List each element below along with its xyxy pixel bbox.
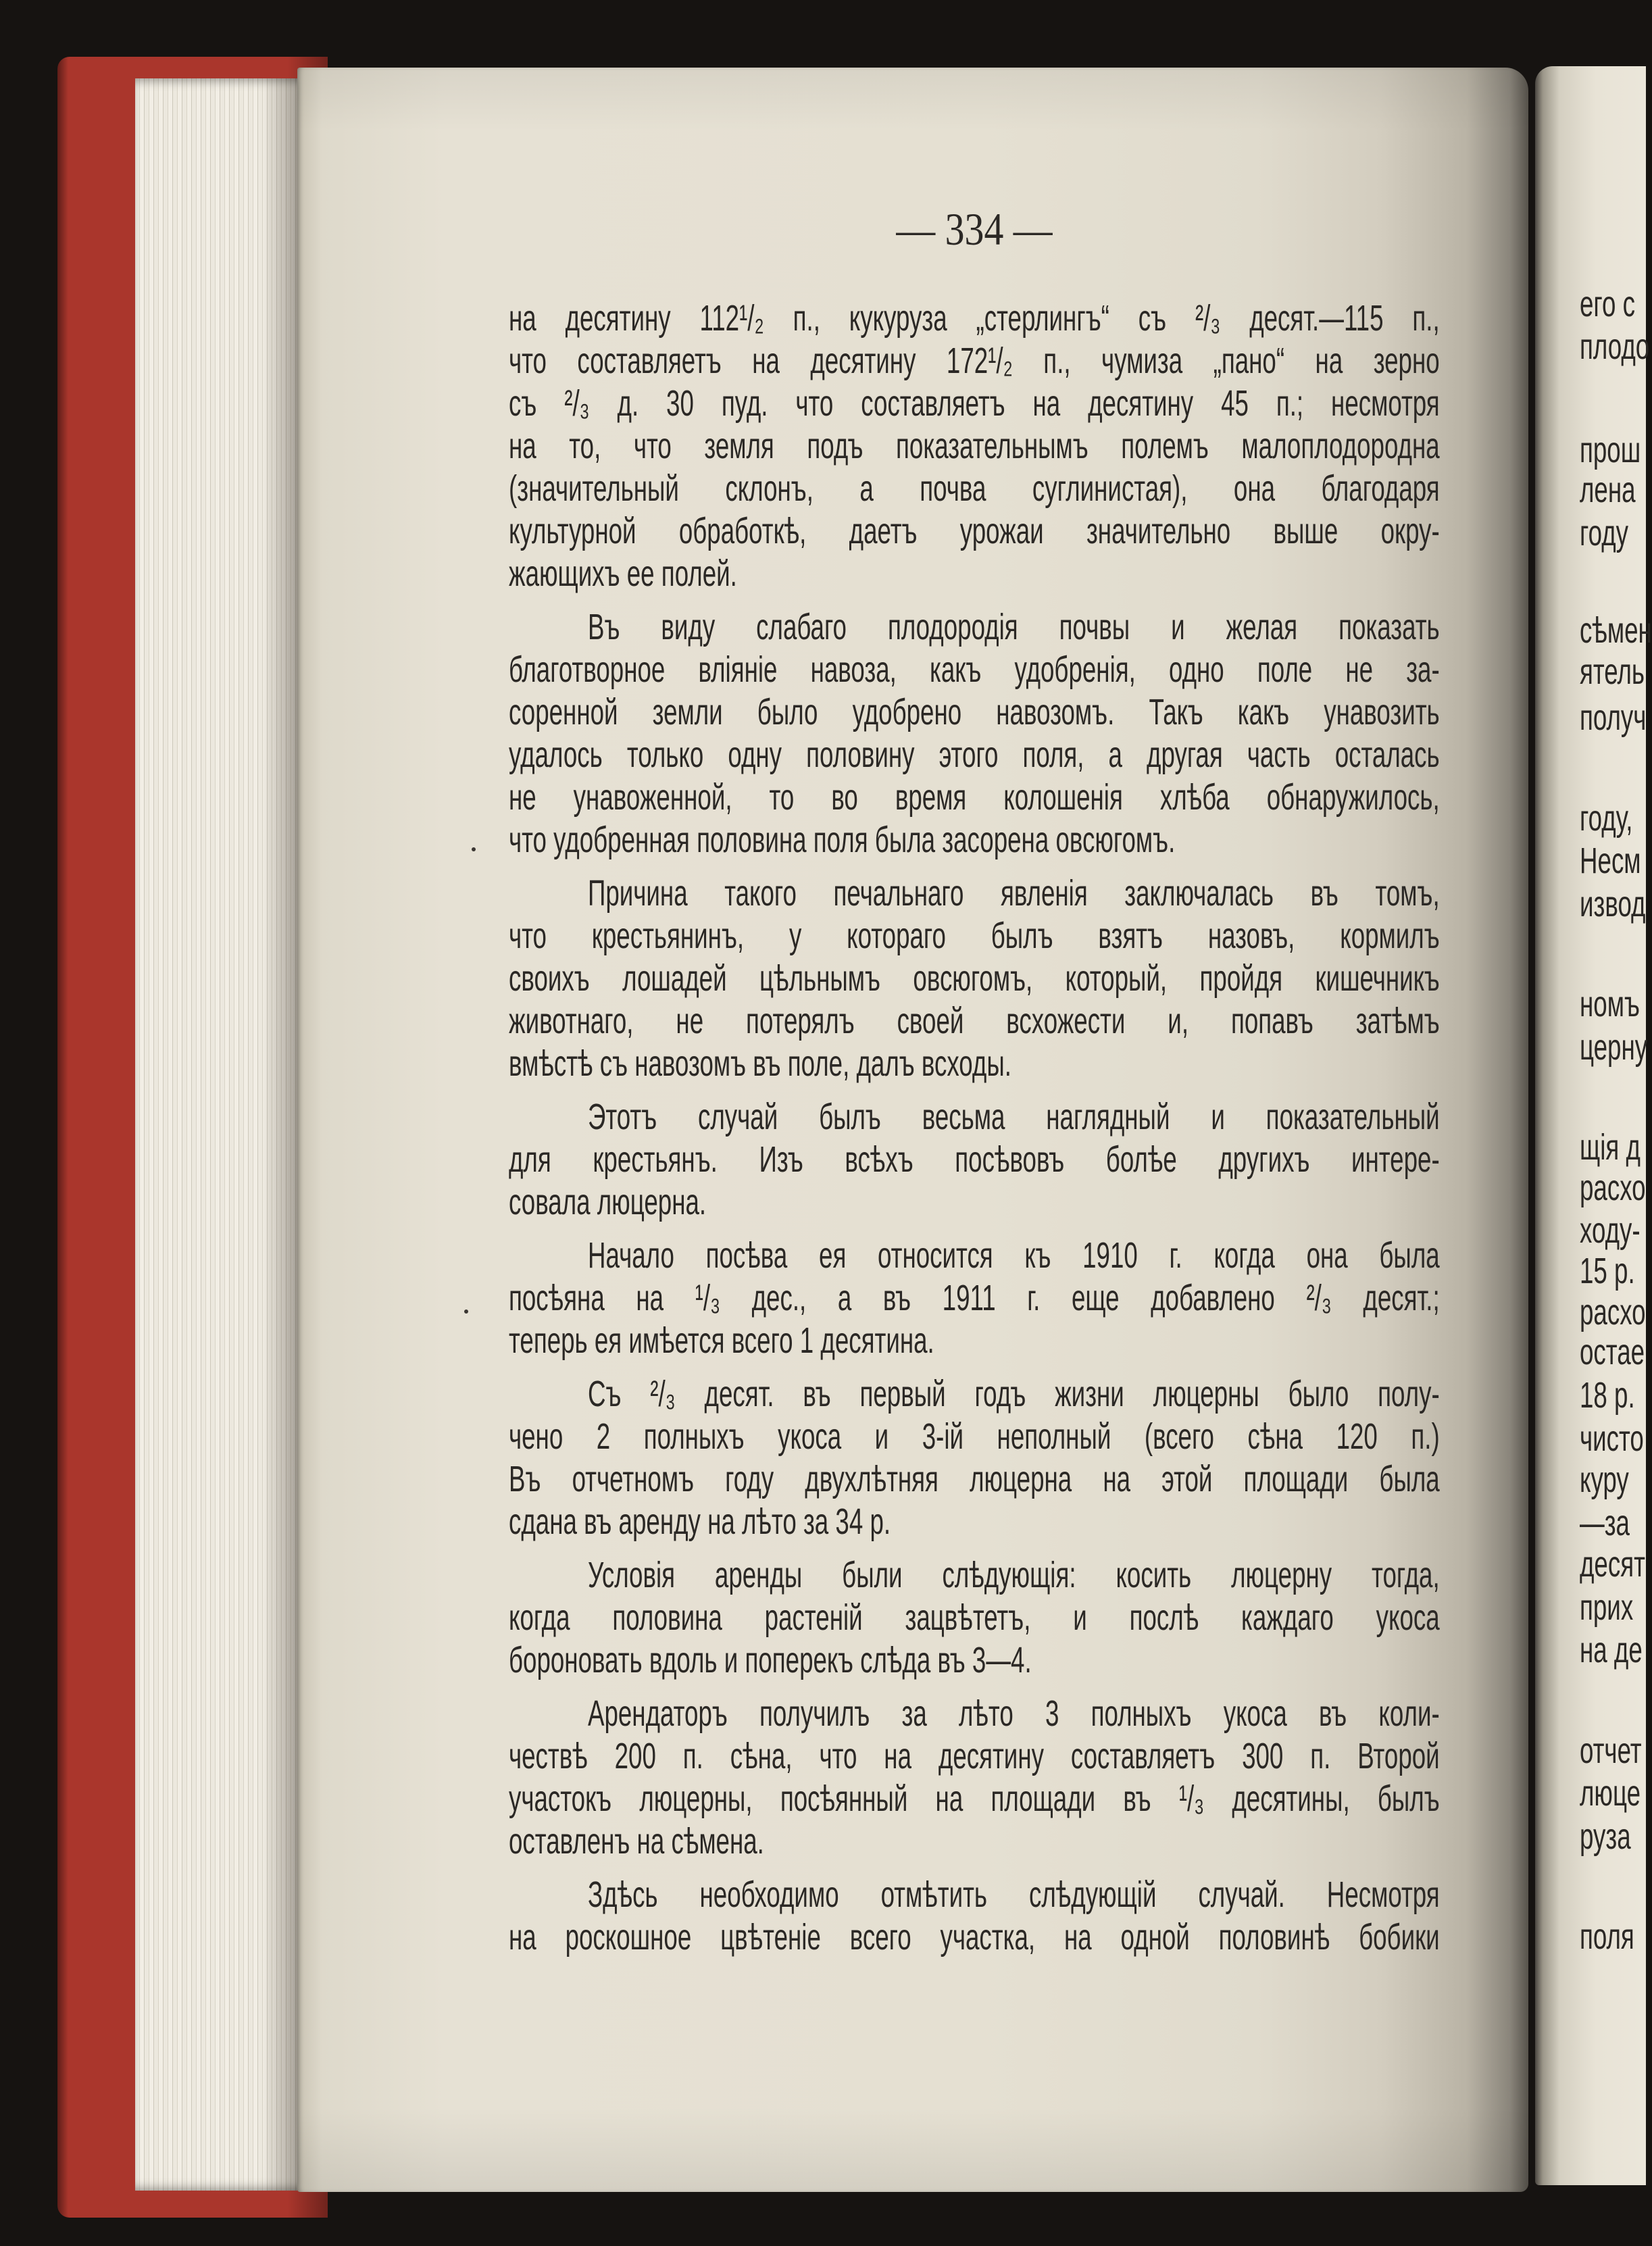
text-line: когда половина растеній зацвѣтетъ, и послѣ каждаго укоса — [509, 1597, 1440, 1638]
paper-speck — [464, 1309, 468, 1314]
text-line: своихъ лошадей цѣльнымъ овсюгомъ, который, пройдя кишечникъ — [509, 958, 1440, 999]
paragraph — [509, 1373, 1440, 1543]
text-line: Въ виду слабаго плодородія почвы и желая показать — [587, 607, 1440, 647]
facing-line-fragment: лена — [1580, 470, 1636, 510]
text-line: посѣяна на ¹/₃ дес., а въ 1911 г. еще добавлено ²/₃ десят.; — [509, 1278, 1440, 1318]
text-line: на то, что земля подъ показательнымъ полемъ малоплодородна — [509, 426, 1440, 466]
facing-line-fragment: году, — [1580, 798, 1633, 839]
text-line: Начало посѣва ея относится къ 1910 г. когда она была — [587, 1235, 1440, 1276]
text-line: участокъ люцерны, посѣянный на площади въ ¹/₃ десятины, былъ — [509, 1778, 1440, 1819]
text-line: Въ отчетномъ году двухлѣтняя люцерна на этой площади была — [509, 1459, 1440, 1499]
facing-line-fragment: церну — [1580, 1027, 1648, 1068]
facing-line-fragment: люце — [1580, 1773, 1641, 1814]
facing-line-fragment: —за — [1580, 1503, 1630, 1543]
text-line: для крестьянъ. Изъ всѣхъ посѣвовъ болѣе другихъ интере- — [509, 1139, 1440, 1180]
facing-line-fragment: отчет — [1580, 1730, 1642, 1771]
paragraph — [509, 1234, 1440, 1362]
facing-line-fragment: прих — [1580, 1587, 1634, 1628]
page-number-header: — 334 — — [896, 203, 1053, 255]
text-line: культурной обработкѣ, даетъ урожаи значительно выше окру- — [509, 511, 1440, 551]
facing-line-fragment: на де — [1580, 1630, 1643, 1670]
text-line: совала люцерна. — [509, 1182, 707, 1222]
book-page — [297, 68, 1528, 2192]
paragraph — [509, 872, 1440, 1085]
text-line: Арендаторъ получилъ за лѣто 3 полныхъ укоса въ коли- — [587, 1693, 1440, 1734]
text-line: теперь ея имѣется всего 1 десятина. — [509, 1320, 934, 1361]
text-line: съ ²/₃ д. 30 пуд. что составляетъ на десятину 45 п.; несмотря — [509, 383, 1440, 424]
facing-line-fragment: 15 р. — [1580, 1251, 1635, 1291]
text-line: Здѣсь необходимо отмѣтить слѣдующій случай. Несмотря — [587, 1874, 1440, 1915]
paper-speck — [472, 847, 476, 851]
facing-line-fragment: сѣмен — [1580, 610, 1652, 651]
facing-line-fragment: руза — [1580, 1816, 1631, 1857]
paragraph — [509, 1554, 1440, 1682]
paragraph — [509, 297, 1440, 595]
text-line: (значительный склонъ, а почва суглинистая), она благодаря — [509, 468, 1440, 509]
text-line: оставленъ на сѣмена. — [509, 1821, 764, 1862]
text-line: сдана въ аренду на лѣто за 34 р. — [509, 1501, 891, 1542]
text-line: благотворное вліяніе навоза, какъ удобренія, одно поле не за- — [509, 649, 1440, 690]
text-line: вмѣстѣ съ навозомъ въ поле, далъ всходы. — [509, 1043, 1011, 1084]
text-line: Условія аренды были слѣдующія: косить люцерну тогда, — [587, 1555, 1440, 1595]
facing-line-fragment: плодо — [1580, 326, 1650, 367]
facing-line-fragment: году — [1580, 513, 1628, 553]
text-line: бороновать вдоль и поперекъ слѣда въ 3—4. — [509, 1640, 1032, 1680]
facing-line-fragment: ходу- — [1580, 1210, 1641, 1251]
text-line: что удобренная половина поля была засорена овсюгомъ. — [509, 820, 1176, 860]
facing-line-fragment: 18 р. — [1580, 1375, 1635, 1416]
facing-line-fragment: чисто — [1580, 1418, 1644, 1459]
body-text — [509, 297, 1440, 1959]
text-line: Съ ²/₃ десят. въ первый годъ жизни люцерны было полу- — [587, 1374, 1440, 1414]
paragraph — [509, 1096, 1440, 1224]
text-line: чено 2 полныхъ укоса и 3-ій неполный (всего сѣна 120 п.) — [509, 1416, 1440, 1457]
text-line: не унавоженной, то во время колошенія хлѣба обнаружилось, — [509, 777, 1440, 818]
facing-line-fragment: расхо — [1580, 1292, 1646, 1332]
facing-line-fragment: номъ — [1580, 984, 1640, 1024]
facing-line-fragment: расхо — [1580, 1168, 1646, 1208]
page-stack-edge — [135, 78, 297, 2191]
text-line: чествѣ 200 п. сѣна, что на десятину составляетъ 300 п. Второй — [509, 1736, 1440, 1776]
facing-line-fragment: прош — [1580, 430, 1641, 470]
paragraph — [509, 1874, 1440, 1959]
facing-line-fragment: куру — [1580, 1459, 1629, 1500]
text-line: на роскошное цвѣтеніе всего участка, на одной половинѣ бобики — [509, 1917, 1440, 1957]
text-line: на десятину 112¹/₂ п., кукуруза „стерлингъ“ съ ²/₃ десят.—115 п., — [509, 298, 1440, 339]
paragraph — [509, 606, 1440, 862]
facing-line-fragment: извод — [1580, 884, 1646, 924]
facing-line-fragment: щія д — [1580, 1127, 1641, 1168]
text-line: Причина такого печальнаго явленія заключалась въ томъ, — [587, 873, 1440, 914]
text-line: удалось только одну половину этого поля, а другая часть осталась — [509, 734, 1440, 775]
facing-line-fragment: ятель — [1580, 651, 1645, 692]
facing-page-text — [1580, 66, 1652, 2185]
facing-line-fragment: Несм — [1580, 841, 1641, 881]
text-line: соренной земли было удобрено навозомъ. Такъ какъ унавозить — [509, 692, 1440, 732]
text-line: жающихъ ее полей. — [509, 553, 737, 594]
text-line: что составляетъ на десятину 172¹/₂ п., чумиза „пано“ на зерно — [509, 341, 1440, 381]
facing-line-fragment: остае — [1580, 1332, 1645, 1372]
facing-line-fragment: получ — [1580, 697, 1647, 738]
paragraph — [509, 1693, 1440, 1863]
text-line: животнаго, не потерялъ своей всхожести и, попавъ затѣмъ — [509, 1001, 1440, 1041]
text-line: Этотъ случай былъ весьма наглядный и показательный — [587, 1097, 1440, 1137]
facing-line-fragment: его с — [1580, 284, 1635, 324]
facing-line-fragment: десят — [1580, 1544, 1645, 1584]
text-line: что крестьянинъ, у котораго былъ взятъ назовъ, кормилъ — [509, 916, 1440, 956]
facing-page — [1535, 66, 1652, 2185]
facing-line-fragment: поля — [1580, 1916, 1634, 1957]
